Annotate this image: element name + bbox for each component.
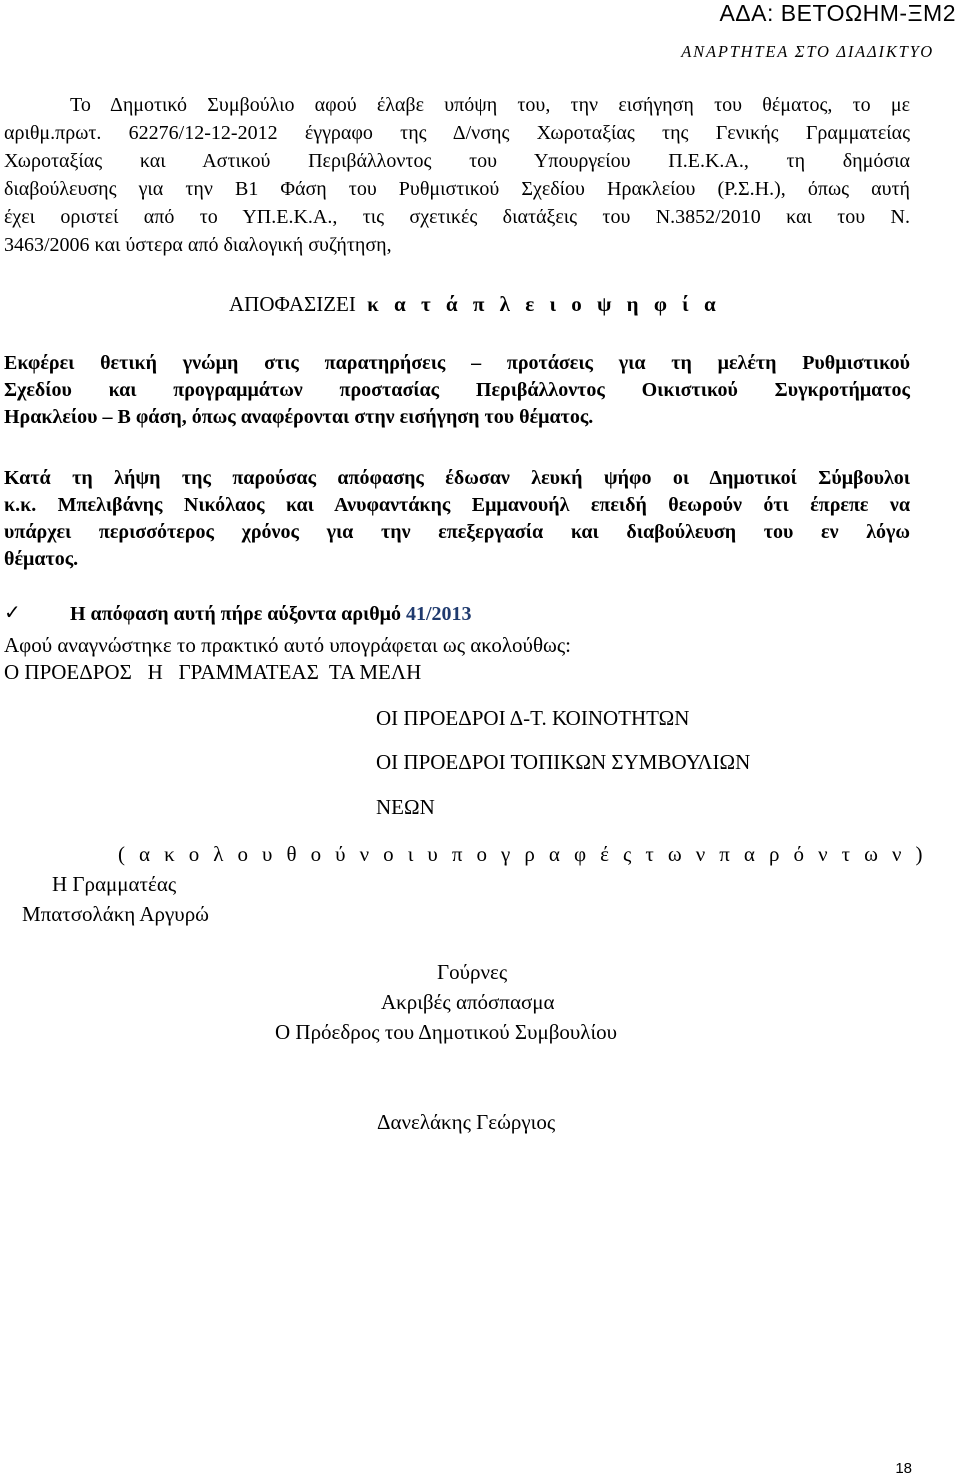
- president-name: Δανελάκης Γεώργιος: [377, 1110, 556, 1134]
- blank-vote-line: υπάρχει περισσότερος χρόνος για την επεξεργασία και διαβούλευση του εν λόγω: [4, 521, 910, 543]
- president-title: Ο Πρόεδρος του Δημοτικού Συμβουλίου: [275, 1020, 618, 1044]
- intro-line: Χωροταξίας και Αστικού Περιβάλλοντος του Υπουργείου Π.Ε.Κ.Α., τη δημόσια: [4, 150, 910, 172]
- decision-heading-majority: κ α τ ά π λ ε ι ο ψ η φ ί α: [367, 292, 721, 316]
- local-councils-presidents: ΟΙ ΠΡΟΕΔΡΟΙ ΤΟΠΙΚΩΝ ΣΥΜΒΟΥΛΙΩΝ: [376, 750, 751, 774]
- opinion-paragraph: [4, 350, 910, 431]
- place-name: Γούρνες: [437, 960, 508, 984]
- posted-online-note: ΑΝΑΡΤΗΤΕΑ ΣΤΟ ΔΙΑΔΙΚΤΥΟ: [681, 42, 934, 61]
- community-presidents: ΟΙ ΠΡΟΕΔΡΟΙ Δ-Τ. ΚΟΙΝΟΤΗΤΩΝ: [376, 706, 690, 730]
- youth-label: ΝΕΩΝ: [376, 795, 435, 819]
- blank-vote-paragraph: [4, 465, 910, 573]
- roles-line: Ο ΠΡΟΕΔΡΟΣ Η ΓΡΑΜΜΑΤΕΑΣ ΤΑ ΜΕΛΗ: [4, 660, 422, 684]
- page-number: 18: [895, 1460, 912, 1477]
- secretary-title: Η Γραμματέας: [52, 872, 177, 896]
- opinion-line: Ηρακλείου – Β φάση, όπως αναφέρονται στην εισήγηση του θέματος.: [4, 406, 594, 428]
- decision-number-line: [70, 603, 472, 626]
- decision-number-value: 41/2013: [406, 603, 472, 625]
- true-copy-label: Ακριβές απόσπασμα: [381, 990, 555, 1014]
- checkmark-icon: ✓: [4, 602, 21, 624]
- intro-line: Το Δημοτικό Συμβούλιο αφού έλαβε υπόψη του, την εισήγηση του θέματος, το με: [70, 94, 910, 116]
- blank-vote-line: Κατά τη λήψη της παρούσας απόφασης έδωσαν λευκή ψήφο οι Δημοτικοί Σύμβουλοι: [4, 467, 910, 489]
- decision-heading: [229, 292, 721, 317]
- secretary-name: Μπατσολάκη Αργυρώ: [22, 902, 210, 926]
- intro-line: 3463/2006 και ύστερα από διαλογική συζήτηση,: [4, 234, 392, 256]
- blank-vote-line: θέματος.: [4, 548, 79, 570]
- ada-code: ΑΔΑ: ΒΕΤΟΩΗΜ-ΞΜ2: [719, 0, 956, 26]
- intro-line: αριθμ.πρωτ. 62276/12-12-2012 έγγραφο της Δ/νσης Χωροταξίας της Γενικής Γραμματείας: [4, 122, 910, 144]
- blank-vote-line: κ.κ. Μπελιβάνης Νικόλαος και Ανυφαντάκης Εμμανουήλ επειδή θεωρούν ότι έπρεπε να: [4, 494, 910, 516]
- intro-line: έχει οριστεί από το ΥΠ.Ε.Κ.Α., τις σχετικές διατάξεις του Ν.3852/2010 και του Ν.: [4, 206, 910, 228]
- signatures-follow-note: ( α κ ο λ ο υ θ ο ύ ν ο ι υ π ο γ ρ α φ έ ς τ ω ν π α ρ ό ν τ ω ν ): [118, 842, 927, 866]
- read-line: Αφού αναγνώστηκε το πρακτικό αυτό υπογράφεται ως ακολούθως:: [4, 633, 571, 657]
- opinion-line: Εκφέρει θετική γνώμη στις παρατηρήσεις – προτάσεις για τη μελέτη Ρυθμιστικού: [4, 352, 910, 374]
- decision-heading-word: ΑΠΟΦΑΣΙΖΕΙ: [229, 292, 356, 316]
- intro-paragraph: [4, 91, 910, 259]
- opinion-line: Σχεδίου και προγραμμάτων προστασίας Περιβάλλοντος Οικιστικού Συγκροτήματος: [4, 379, 910, 401]
- decision-number-label: Η απόφαση αυτή πήρε αύξοντα αριθμό: [70, 603, 406, 625]
- intro-line: διαβούλευσης για την Β1 Φάση του Ρυθμιστικού Σχεδίου Ηρακλείου (Ρ.Σ.Η.), όπως αυτή: [4, 178, 910, 200]
